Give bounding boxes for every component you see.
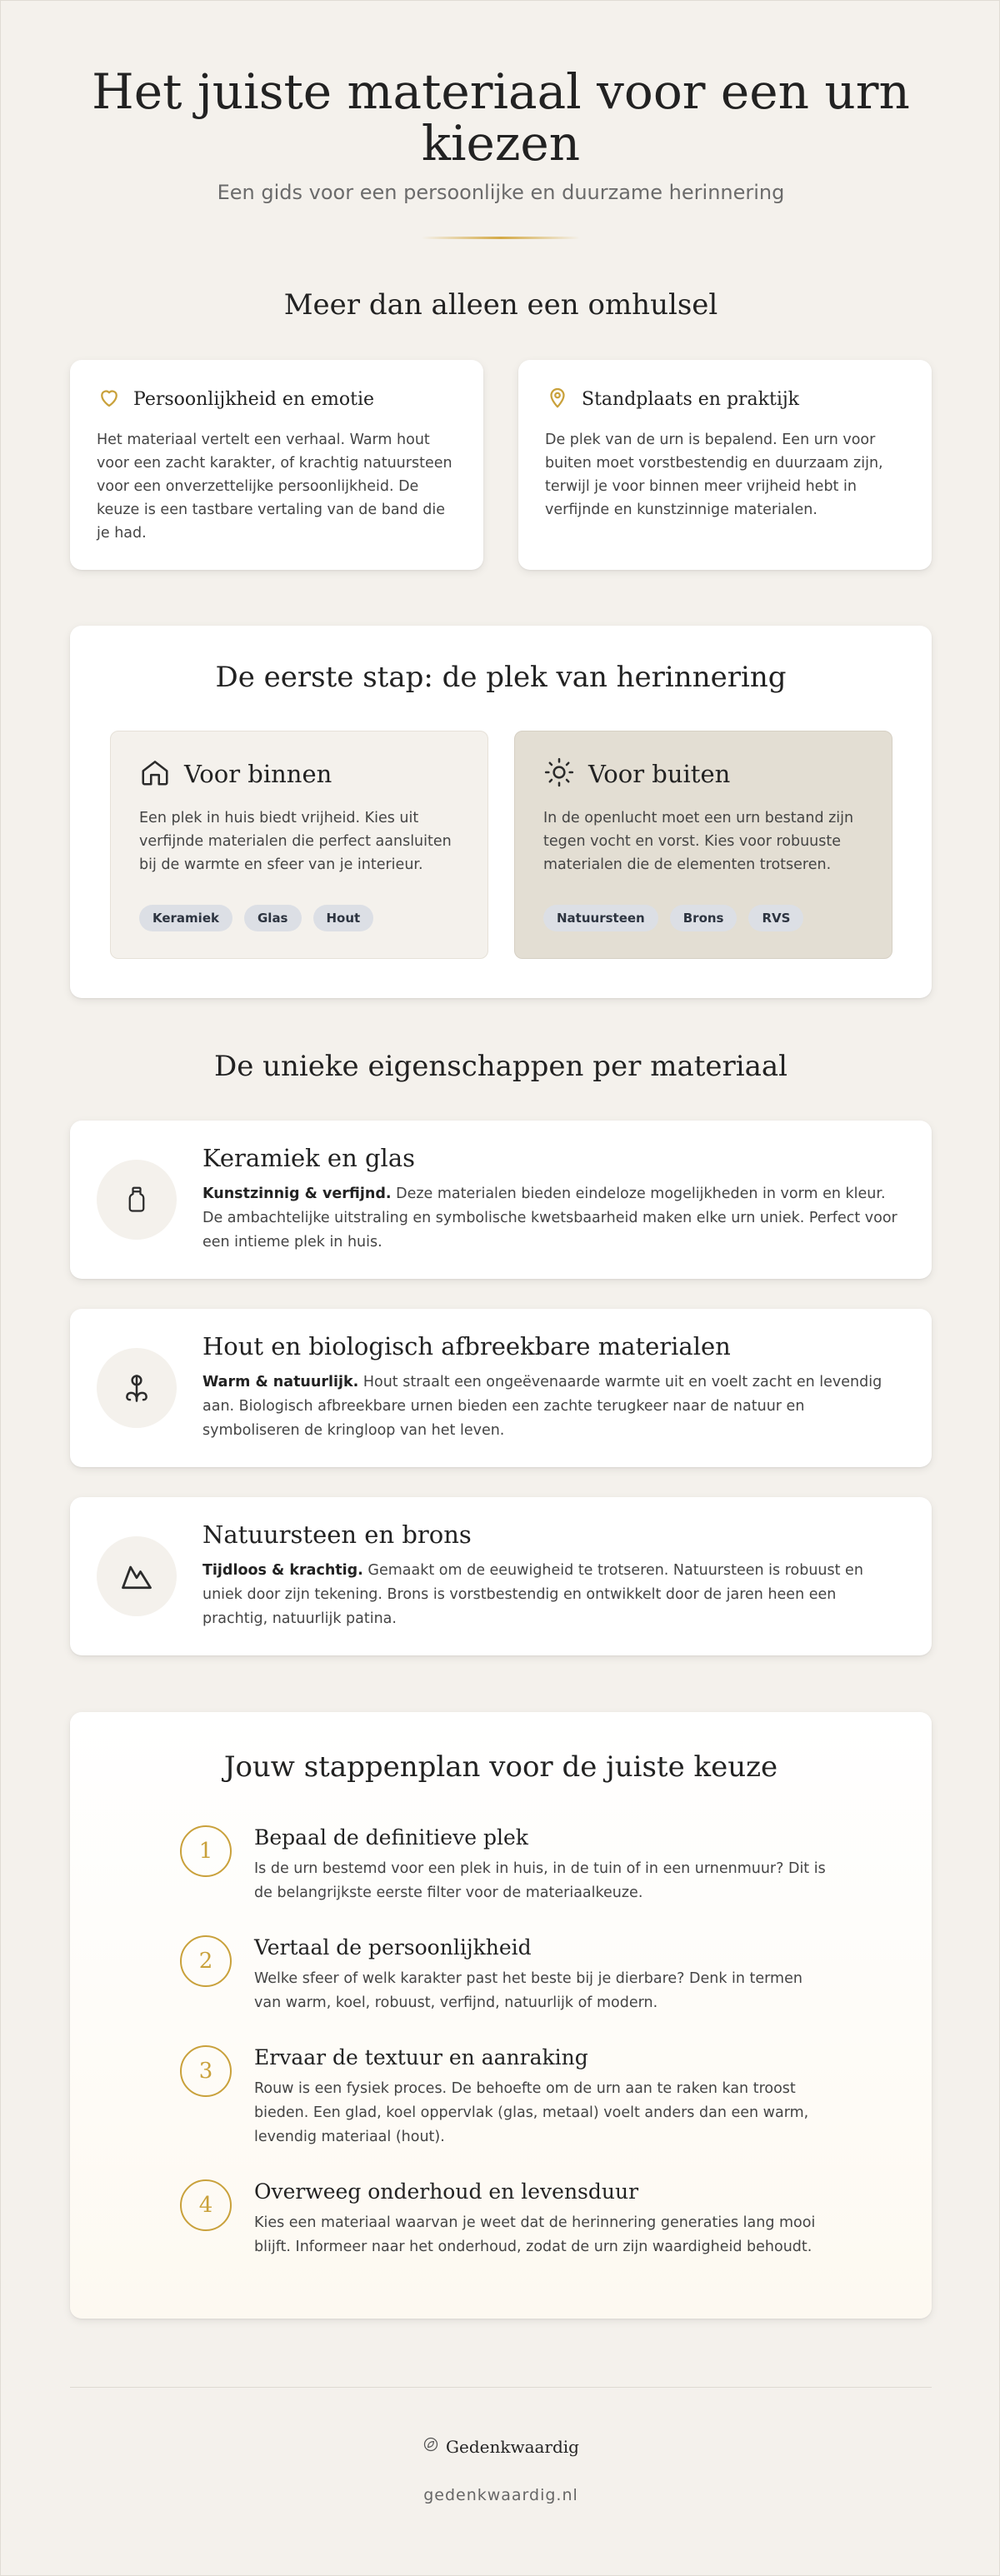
- material-text: [202, 1559, 903, 1631]
- step-number: 4: [180, 2179, 232, 2231]
- material-title: Natuursteen en brons: [202, 1520, 472, 1549]
- intro-card-text: De plek van de urn is bepalend. Een urn voor buiten moet vorstbestendig en duurzaam zijn, terwijl je voor binnen meer vrijheid hebt in verfijnde en kunstzinnige materialen.: [545, 432, 883, 518]
- sprout-icon: [97, 1348, 177, 1428]
- location-section: [70, 626, 932, 998]
- tag: Brons: [670, 905, 738, 931]
- decorative-divider: [422, 237, 580, 239]
- plan-section-title: Jouw stappenplan voor de juiste keuze: [223, 1750, 778, 1784]
- step-text: Is de urn bestemd voor een plek in huis, in de tuin of in een urnenmuur? Dit is de belangrijkste eerste filter voor de materiaalkeuze.: [254, 1860, 826, 1901]
- material-card-ceramic-glass: [70, 1121, 932, 1279]
- location-inside-text: Een plek in huis biedt vrijheid. Kies uit verfijnde materialen die perfect aansluiten bij de warmte en sfeer van je interieur.: [139, 810, 452, 873]
- material-card-wood: [70, 1309, 932, 1467]
- location-outside-text: In de openlucht moet een urn bestand zijn tegen vocht en vorst. Kies voor robuuste materialen die de elementen trotseren.: [543, 810, 854, 873]
- footer-divider: [70, 2387, 932, 2388]
- mountain-icon: [97, 1536, 177, 1616]
- sun-icon: [543, 756, 575, 791]
- material-card-stone-bronze: [70, 1497, 932, 1655]
- intro-card-title: Standplaats en praktijk: [582, 388, 800, 410]
- material-title: Hout en biologisch afbreekbare materialen: [202, 1332, 731, 1360]
- step-number: 2: [180, 1935, 232, 1987]
- location-section-title: De eerste stap: de plek van herinnering: [215, 661, 787, 694]
- location-inside-tags: [139, 905, 373, 931]
- tag: Natuursteen: [543, 905, 658, 931]
- vase-icon: [97, 1160, 177, 1240]
- location-outside-tags: [543, 905, 803, 931]
- step-number: 1: [180, 1825, 232, 1877]
- location-outside-panel: [514, 731, 892, 959]
- intro-card-title: Persoonlijkheid en emotie: [133, 388, 375, 410]
- tag: Hout: [313, 905, 374, 931]
- page-title: Het juiste materiaal voor een urn kiezen: [92, 63, 910, 172]
- step-text: Welke sfeer of welk karakter past het beste bij je dierbare? Denk in termen van warm, koel, robuust, verfijnd, natuurlijk of modern.: [254, 1970, 802, 2011]
- location-inside-panel: [110, 731, 488, 959]
- material-description: Deze materialen bieden eindeloze mogelijkheden in vorm en kleur. De ambachtelijke uitstraling en symbolische kwetsbaarheid maken elke urn uniek. Perfect voor een intieme plek in huis.: [202, 1186, 898, 1251]
- house-icon: [139, 756, 171, 791]
- material-text: [202, 1370, 903, 1443]
- material-text: [202, 1182, 903, 1255]
- step-title: Overweeg onderhoud en levensduur: [254, 2179, 639, 2204]
- page-subtitle: Een gids voor een persoonlijke en duurzame herinnering: [217, 181, 785, 204]
- material-lead: Kunstzinnig & verfijnd.: [202, 1186, 392, 1202]
- tag: Keramiek: [139, 905, 232, 931]
- intro-card-personality: [70, 360, 483, 570]
- material-description: Gemaakt om de eeuwigheid te trotseren. Natuursteen is robuust en uniek door zijn tekening. Brons is vorstbestendig en ontwikkelt door de jaren heen een prachtig, natuurlijk patina.: [202, 1562, 863, 1627]
- brand-name: Gedenkwaardig: [446, 2436, 579, 2457]
- step-title: Bepaal de definitieve plek: [254, 1825, 528, 1850]
- material-lead: Tijdloos & krachtig.: [202, 1562, 363, 1579]
- material-lead: Warm & natuurlijk.: [202, 1374, 359, 1390]
- step-title: Ervaar de textuur en aanraking: [254, 2045, 588, 2069]
- material-description: Hout straalt een ongeëvenaarde warmte uit en voelt zacht en levendig aan. Biologisch afbreekbare urnen bieden een zachte terugkeer naar de natuur en symboliseren de kringloop van het leven.: [202, 1374, 882, 1439]
- heart-icon: [97, 385, 122, 413]
- footer-site-link[interactable]: gedenkwaardig.nl: [423, 2486, 578, 2504]
- intro-card-text: Het materiaal vertelt een verhaal. Warm hout voor een zacht karakter, of krachtig natuursteen voor een onverzettelijke persoonlijkheid. De keuze is een tastbare vertaling van de band die je had.: [97, 432, 452, 542]
- tag: Glas: [244, 905, 302, 931]
- step-title: Vertaal de persoonlijkheid: [254, 1935, 532, 1959]
- footer-brand[interactable]: [1, 2436, 1000, 2457]
- step-text: Kies een materiaal waarvan je weet dat de herinnering generaties lang mooi blijft. Informeer naar het onderhoud, zodat de urn zijn waardigheid behoudt.: [254, 2214, 816, 2255]
- location-inside-title: Voor binnen: [184, 760, 332, 788]
- location-outside-title: Voor buiten: [588, 760, 731, 788]
- step-number: 3: [180, 2045, 232, 2097]
- map-pin-icon: [545, 385, 570, 413]
- intro-card-location: [518, 360, 932, 570]
- intro-section-title: Meer dan alleen een omhulsel: [283, 288, 718, 322]
- tag: RVS: [748, 905, 803, 931]
- material-title: Keramiek en glas: [202, 1144, 415, 1172]
- plan-section: [70, 1712, 932, 2319]
- step-text: Rouw is een fysiek proces. De behoefte om de urn aan te raken kan troost bieden. Een glad, koel oppervlak (glas, metaal) voelt anders dan een warm, levendig materiaal (hout).: [254, 2080, 809, 2145]
- materials-section-title: De unieke eigenschappen per materiaal: [213, 1050, 788, 1083]
- leaf-circle-icon: [422, 2436, 439, 2457]
